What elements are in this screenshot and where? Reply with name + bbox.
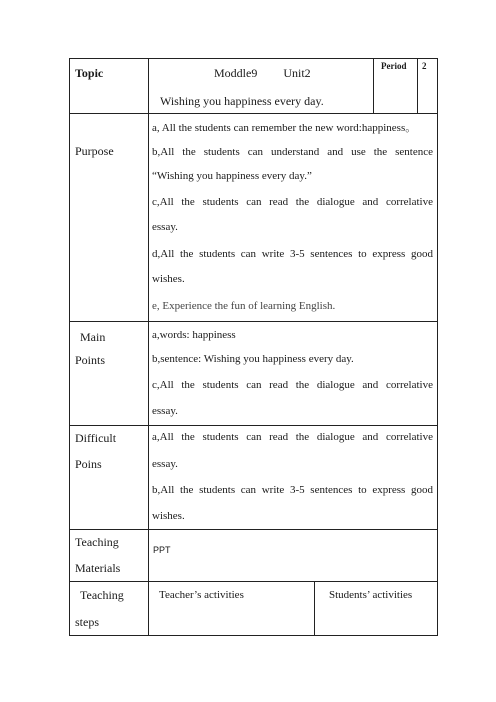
main-points-label-2: Points [75,353,106,367]
steps-label-1: Teaching [80,588,124,602]
purpose-item-b: b,All the students can understand and use the sentence [152,146,433,158]
main-points-item-a: a,words: happiness [152,329,236,341]
module-title [214,66,311,81]
main-points-item-b: b,sentence: Wishing you happiness every day. [152,353,354,365]
period-value: 2 [422,61,427,71]
main-points-item-c: c,All the students can read the dialogue and correlative [152,379,433,391]
purpose-item-c: c,All the students can read the dialogue and correlative [152,196,433,208]
difficult-points-item-a-cont: essay. [152,458,178,470]
students-activities-header: Students’ activities [329,589,413,601]
purpose-item-b-quote: “Wishing you happiness every day.” [152,170,312,182]
difficult-points-label-1: Difficult [75,431,117,445]
lesson-subtitle: Wishing you happiness every day. [160,94,324,108]
purpose-item-a: a, All the students can remember the new word:happiness。 [152,122,417,134]
purpose-item-d: d,All the students can write 3-5 sentences to express good [152,248,433,260]
purpose-item-e: e, Experience the fun of learning English. [152,300,336,312]
difficult-points-item-b: b,All the students can write 3-5 sentences to express good [152,484,433,496]
topic-label: Topic [75,66,104,80]
difficult-points-label-2: Poins [75,457,102,471]
steps-label-2: steps [75,615,99,629]
unit-name: Unit2 [283,66,311,80]
materials-label-1: Teaching [75,535,119,549]
main-points-label-1: Main [80,330,106,344]
difficult-points-item-b-cont: wishes. [152,510,185,522]
module-name: Moddle9 [214,66,258,80]
purpose-item-c-cont: essay. [152,221,178,233]
difficult-points-item-a: a,All the students can read the dialogue and correlative [152,431,433,443]
purpose-label: Purpose [75,144,114,158]
teacher-activities-header: Teacher’s activities [159,589,244,601]
purpose-item-d-cont: wishes. [152,273,185,285]
materials-value: PPT [153,545,171,555]
main-points-item-c-cont: essay. [152,405,178,417]
materials-label-2: Materials [75,561,121,575]
period-label: Period [381,61,407,71]
